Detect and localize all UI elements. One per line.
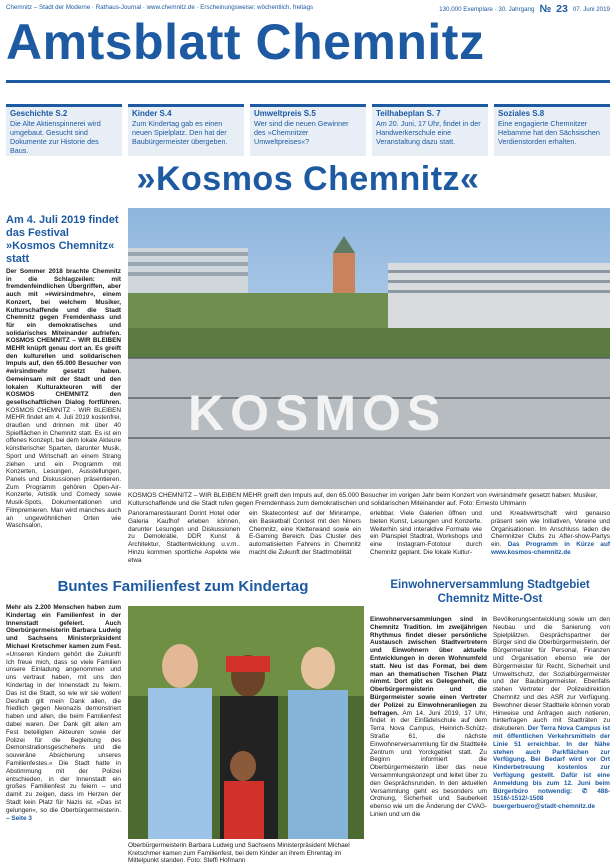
- family-fest-caption: [128, 842, 364, 865]
- family-fest-headline: Buntes Familienfest zum Kindertag: [57, 578, 309, 595]
- masthead: Amtsblatt Chemnitz: [6, 14, 485, 70]
- publisher-line: Chemnitz – Stadt der Moderne · Rathaus-Journal · www.chemnitz.de · Erscheinungsweise: wöchentlich, freitags: [6, 4, 314, 11]
- caption-text: Oberbürgermeisterin Barbara Ludwig und Sachsens Ministerpräsident Michael Kretschmer kamen zum Familienfest, bei dem Kinder an ihrem Ehrentag im Mittelpunkt standen.: [128, 842, 350, 865]
- photo-caption: [128, 492, 610, 508]
- teaser-title: Umweltpreis S.5: [254, 109, 316, 118]
- teaser-title: Kinder S.4: [132, 109, 172, 118]
- issue-number: 23: [556, 3, 568, 15]
- family-fest-photo: [128, 606, 364, 839]
- body-column: erlebbar. Viele Galerien öffnen und bieten Kunst, Lesungen und Konzerte. Weiterhin sind interaktive Formate wie ein Planspiel Stadtrat, Workshops und eine Instagram-Fototour durch Chemnitz geplant. Die lokale Kultur-: [370, 510, 482, 556]
- caption-text: KOSMOS CHEMNITZ – WIR BLEIBEN MEHR greift den Impuls auf, den 65.000 Besucher im vorigen Jahr beim Konzert von #wirsindmehr gesetzt haben: Musiker, Kulturschaffende und die Stadt rufen gegen Fremdenhass zum demokratischen und solidarischen Miteinander auf.: [128, 492, 598, 507]
- teaser-box[interactable]: [6, 104, 122, 156]
- teaser-text: Wer sind die neuen Gewinner des »Chemnitzer Umweltpreises«?: [254, 119, 349, 146]
- assembly-info: Der Terra Nova Campus ist mit öffentlichen Verkehrsmitteln der Linie 51 erreichbar. In der Nähe stehen auch Parkflächen zur Verfügung. Bei Bedarf wird vor Ort Kinderbetreuung kostenlos zur Verfügung gestellt. Dafür ist eine Anmeldung bis zum 12. Juni beim Bürgerbüro notwendig:: [493, 725, 610, 795]
- article-deck: Am 4. Juli 2019 findet das Festival »Kosmos Chemnitz« statt: [6, 214, 119, 265]
- email-link[interactable]: buergerbuero@stadt-chemnitz.de: [493, 803, 596, 811]
- teaser-box[interactable]: [128, 104, 244, 156]
- assembly-column: [370, 616, 487, 819]
- assembly-body: Am 14. Juni 2019, 17 Uhr, findet in der Einfädelschule auf dem Terra Nova Campus, Heinrich-Schütz-Straße 61, die nächste Einwohnerversammlung für die Stadtteile Zentrum und Yorckgebiet statt. Zu Beginn informiert die Oberbürgermeisterin über das neue Versammlungskonzept und leitet über zu den Gesprächsrunden. In den aktuellen Versammlung geht es besonders um Ordnung, Sicherheit und Sauberkeit ebenso wie um die Änderung der CVAG-Linien und um die: [370, 709, 487, 818]
- city-scene-illustration: [128, 208, 610, 489]
- kosmos-sign: KOSMOS: [188, 385, 447, 441]
- teaser-box[interactable]: [494, 104, 610, 156]
- teaser-text: Zum Kindertag gab es einen neuen Spielplatz. Den hat der Baubürgermeister übergeben.: [132, 119, 228, 146]
- teaser-title: Geschichte S.2: [10, 109, 68, 118]
- assembly-column: [493, 616, 610, 811]
- lead-bold: Der Sommer 2018 brachte Chemnitz in die Schlagzeilen: mit fremdenfeindlichen Übergriffen, aber auch mit »#wirsindmehr«, einem Konzert, bei welchem Musiker, Kulturschaffende und die Stadt Chemnitz gegen Fremdenhass und für ein demokratisches und solidarisches Miteinander aufriefen. KOSMOS CHEMNITZ – WIR BLEIBEN MEHR knüpft genau dort an. Es greift den kulturellen und solidarischen Impuls auf, den 65.000 Besucher von #wirsindmehr gesetzt haben. Gemeinsam mit der Stadt und den lokalen Kulturakteuren will der KOSMOS CHEMNITZ den gesellschaftlichen Dialog fortführen.: [6, 268, 121, 406]
- issue-date: 07. Juni 2019: [572, 5, 610, 13]
- issue-label: №: [539, 3, 552, 15]
- teaser-box[interactable]: [372, 104, 488, 156]
- photo-credit: Foto: Ernesto Uhlmann: [459, 500, 527, 507]
- phone-number[interactable]: ✆ 488-1516/-1512/-1508: [493, 787, 611, 803]
- teaser-row: [6, 104, 610, 156]
- body-column: [491, 510, 610, 557]
- body-column: ein Skatecontest auf der Minirampe, ein Basketball Contest mit den Niners Chemnitz, eine Kletterwand sowie ein E-Gaming Bereich. Das Cluster des automatisierten Fahrens in Chemnitz macht die Zukunft der Stadtmobilität: [249, 510, 361, 556]
- kosmos-photo: [128, 208, 610, 489]
- lead-text: [6, 268, 121, 530]
- assembly-bold: Einwohnerversammlungen sind in Chemnitz Tradition. Im zweijährigen Rhythmus findet dieser persönliche Austausch zwischen Stadtvertretern und Einwohnern über aktuelle Entwicklungen in deren Wohnumfeld statt. Neu ist das Format, bei dem man an thematischen Tischen Platz nimmt. Dort gibt es Gelegenheit, die Oberbürgermeisterin und die Bürgermeister sowie einen Vertreter der Polizei zu Einwohneranliegen zu befragen.: [370, 616, 487, 717]
- teaser-text: Die Alte Aktienspinnerei wird umgebaut. Gesucht sind Dokumente zur Historie des Baus.: [10, 119, 101, 155]
- main-headline: »Kosmos Chemnitz«: [136, 160, 480, 198]
- teaser-title: Soziales S.8: [498, 109, 545, 118]
- page-reference[interactable]: – Seite 3: [6, 814, 32, 822]
- teaser-text: Eine engagierte Chemnitzer Hebamme hat den Sächsischen Verdienstorden erhalten.: [498, 119, 600, 146]
- family-fest-body: »Unseren Kindern gehört die Zukunft! Ich freue mich, dass so viele Familien unsere Einladung angenommen und uns vertraut haben, mit uns den Kindertag in der Innenstadt zu feiern. Das ist die Stadt, so wie wir sie wollen! Deshalb gilt mein Dank allen, die friedlich gegen Neonazis demonstriert haben und allen, die beim Familienfest dabei waren. Der Dank gilt allen am Fest beteiligten Akteuren sowie der Polizei für die Begleitung des Demonstrationsgeschehens und die souveräne Absicherung unseres Familienfestes.« Die Stadt hatte in Abstimmung mit der Polizei entschieden, in der Innenstadt ein großes Familienfest zu feiern – und damit zu zeigen, dass im Herzen der Stadt kein Platz für Nazis ist. »Das ist gelungen«, so die Oberbürgermeisterin.: [6, 650, 121, 814]
- body-column-text: und Kreativwirtschaft wird genauso präsent sein wie Initiativen, Vereine und Organisationen. Im Anschluss laden die Chemnitzer Clubs zu After-show-Partys ein.: [491, 510, 610, 549]
- masthead-rule: [6, 80, 610, 83]
- teaser-text: Am 20. Juni, 17 Uhr, findet in der Handwerkerschule eine Veranstaltung dazu statt.: [376, 119, 481, 146]
- assembly-body: Bevölkerungsentwicklung sowie um den Neubau und die Sanierung von Spielplätzen. Gesprächspartner der Bürger sind die Oberbürgermeisterin, der Bürgermeister für Personal, Finanzen und Organisation ebenso wie der Bürgermeister für Recht, Sicherheit und Umweltschutz, der Sozialbürgermeister und der Baubürgermeister. Ebenfalls stehen Vertreter der Polizeidirektion Chemnitz und des ASR zur Verfügung. Bewohner dieser Stadtteile können vorab Hinweise und Anfragen auch notieren, hinterfragen auch mit Stadträten zu diskutieren.: [493, 616, 610, 733]
- photo-credit: Foto: Steffi Hofmann: [186, 857, 246, 865]
- family-fest-bold: Mehr als 2.200 Menschen haben zum Kindertag ein Familienfest in der Innenstadt gefeiert. Auch Oberbürgermeisterin Barbara Ludwig und Sachsens Ministerpräsident Michael Kretschmer kamen zum Fest.: [6, 604, 121, 650]
- body-column: Panoramarestaurant Dorint Hotel oder Galeria Kaufhof erleben können, darunter Lesungen und Diskussionen zu Demokratie, DDR Kunst & Architektur, Stadtentwicklung u.v.m.. Hinzu kommen sportliche Aspekte wie etwa: [128, 510, 240, 564]
- circulation: 130.000 Exemplare · 30. Jahrgang: [439, 5, 535, 13]
- assembly-headline: Einwohnerversammlung Stadtgebiet Chemnitz Mitte-Ost: [390, 579, 590, 605]
- program-link[interactable]: Das Programm in Kürze auf www.kosmos-chemnitz.de: [491, 541, 611, 556]
- teaser-title: Teilhabeplan S. 7: [376, 109, 441, 118]
- family-fest-text: [6, 604, 121, 822]
- teaser-box[interactable]: [250, 104, 366, 156]
- lead-body: KOSMOS CHEMNITZ - WIR BLEIBEN MEHR findet am 4. Juli 2019 kostenfrei, draußen und drinnen mit über 40 Spielflächen in Chemnitz statt. Es ist ein offenes Konzept, bei dem lokale Akteure künstlerischer Sparten, darunter Musik, Sport und Wirtschaft an einem Strang ziehen und ein Programm mit Konzerten, Lesungen, Ausstellungen, Panels und Diskussionen präsentieren. Zum Programm gehören Open-Air-Konzerte, Artistik und Comedy sowie Musik-Spots, Dokumentationen und Filmpremieren. Man wird manches auch an ungewöhnlichen Orten wie Waschsalon,: [6, 406, 121, 530]
- people-photo-illustration: [128, 606, 364, 839]
